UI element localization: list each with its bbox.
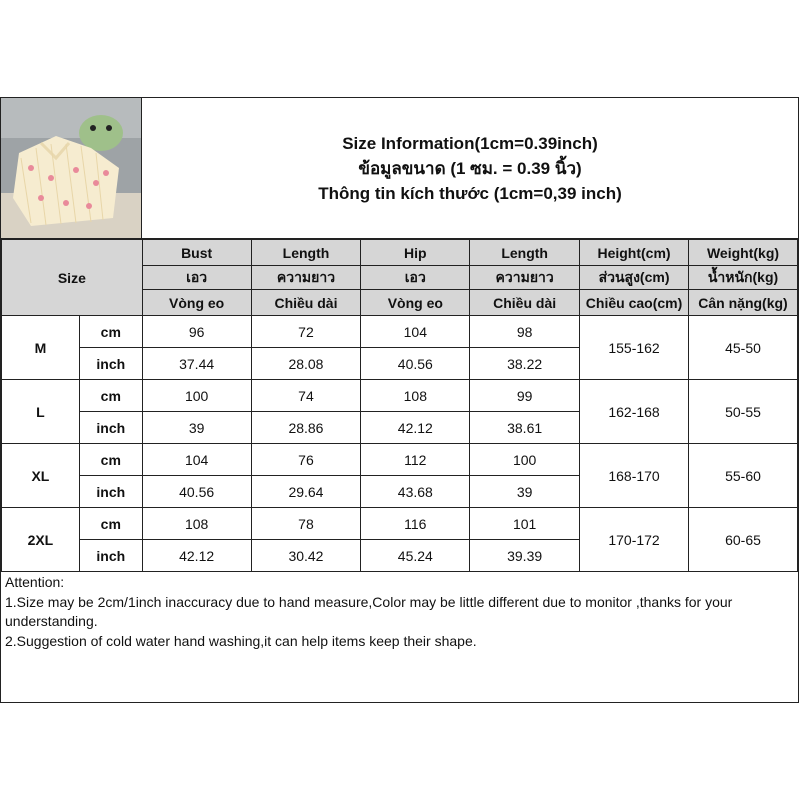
col-header-th: ความยาว: [251, 266, 361, 290]
table-row: [2, 444, 798, 476]
col-header-vi: Chiều dài: [251, 290, 361, 316]
size-name: M: [2, 316, 80, 380]
table-row: [2, 316, 798, 348]
col-header-th: น้ำหนัก(kg): [689, 266, 798, 290]
weight-range: 45-50: [689, 316, 798, 380]
col-header-en: Hip: [361, 240, 470, 266]
unit-cm: cm: [79, 380, 142, 412]
table-cell: 76: [251, 444, 361, 476]
height-range: 168-170: [580, 444, 689, 508]
table-cell: 78: [251, 508, 361, 540]
table-row: [2, 380, 798, 412]
table-cell: 43.68: [361, 476, 470, 508]
size-table: [1, 239, 798, 572]
attention-heading: Attention:: [5, 574, 65, 590]
table-cell: 37.44: [142, 348, 251, 380]
weight-range: 60-65: [689, 508, 798, 572]
table-cell: 108: [142, 508, 251, 540]
unit-inch: inch: [79, 476, 142, 508]
table-cell: 39: [470, 476, 580, 508]
title-thai: ข้อมูลขนาด (1 ซม. = 0.39 นิ้ว): [358, 158, 582, 178]
table-cell: 100: [470, 444, 580, 476]
size-information-title: [142, 98, 798, 239]
table-cell: 74: [251, 380, 361, 412]
pajama-product-image: [1, 98, 141, 238]
table-cell: 72: [251, 316, 361, 348]
unit-cm: cm: [79, 508, 142, 540]
table-cell: 96: [142, 316, 251, 348]
table-cell: 112: [361, 444, 470, 476]
table-cell: 28.86: [251, 412, 361, 444]
table-cell: 98: [470, 316, 580, 348]
table-cell: 42.12: [361, 412, 470, 444]
weight-range: 55-60: [689, 444, 798, 508]
table-cell: 116: [361, 508, 470, 540]
weight-range: 50-55: [689, 380, 798, 444]
unit-cm: cm: [79, 316, 142, 348]
table-cell: 108: [361, 380, 470, 412]
size-name: XL: [2, 444, 80, 508]
table-cell: 29.64: [251, 476, 361, 508]
product-photo: [1, 98, 142, 239]
table-cell: 28.08: [251, 348, 361, 380]
col-header-vi: Vòng eo: [142, 290, 251, 316]
table-cell: 100: [142, 380, 251, 412]
table-cell: 39: [142, 412, 251, 444]
table-cell: 42.12: [142, 540, 251, 572]
title-english: Size Information(1cm=0.39inch): [342, 133, 598, 153]
col-header-en: Height(cm): [580, 240, 689, 266]
col-header-th: เอว: [361, 266, 470, 290]
table-cell: 99: [470, 380, 580, 412]
col-header-th: ความยาว: [470, 266, 580, 290]
size-header: Size: [2, 240, 143, 316]
height-range: 162-168: [580, 380, 689, 444]
table-cell: 39.39: [470, 540, 580, 572]
unit-inch: inch: [79, 412, 142, 444]
height-range: 170-172: [580, 508, 689, 572]
size-name: 2XL: [2, 508, 80, 572]
col-header-en: Weight(kg): [689, 240, 798, 266]
title-vietnamese: Thông tin kích thước (1cm=0,39 inch): [318, 183, 622, 203]
table-cell: 38.61: [470, 412, 580, 444]
col-header-vi: Vòng eo: [361, 290, 470, 316]
attention-note-2: 2.Suggestion of cold water hand washing,it can help items keep their shape.: [5, 632, 477, 649]
col-header-en: Bust: [142, 240, 251, 266]
table-cell: 104: [142, 444, 251, 476]
size-name: L: [2, 380, 80, 444]
attention-note-1: 1.Size may be 2cm/1inch inaccuracy due to hand measure,Color may be little different due to monitor ,thanks for your understanding.: [5, 593, 733, 629]
table-cell: 38.22: [470, 348, 580, 380]
unit-inch: inch: [79, 348, 142, 380]
col-header-en: Length: [251, 240, 361, 266]
height-range: 155-162: [580, 316, 689, 380]
table-cell: 101: [470, 508, 580, 540]
col-header-vi: Chiều dài: [470, 290, 580, 316]
table-cell: 30.42: [251, 540, 361, 572]
table-cell: 40.56: [361, 348, 470, 380]
col-header-vi: Chiều cao(cm): [580, 290, 689, 316]
attention-notes: [1, 573, 798, 651]
table-row: [2, 508, 798, 540]
unit-inch: inch: [79, 540, 142, 572]
col-header-th: ส่วนสูง(cm): [580, 266, 689, 290]
table-cell: 104: [361, 316, 470, 348]
col-header-th: เอว: [142, 266, 251, 290]
table-cell: 40.56: [142, 476, 251, 508]
table-cell: 45.24: [361, 540, 470, 572]
col-header-vi: Cân nặng(kg): [689, 290, 798, 316]
unit-cm: cm: [79, 444, 142, 476]
size-chart: [0, 97, 799, 703]
col-header-en: Length: [470, 240, 580, 266]
